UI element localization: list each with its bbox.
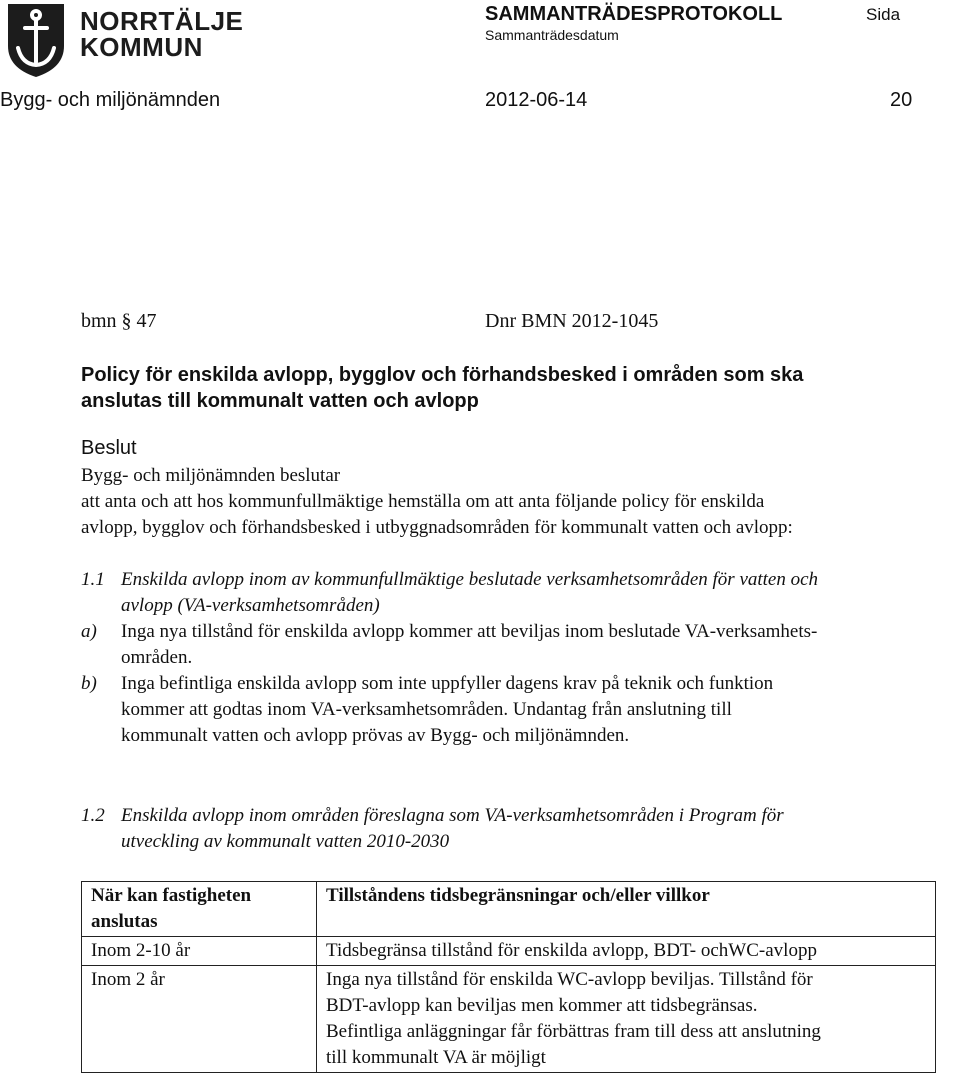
item-a-line: områden.: [121, 647, 193, 668]
municipality-logo: [4, 2, 244, 80]
table-header-cell: [82, 882, 317, 937]
decision-line: avlopp, bygglov och förhandsbesked i utbyggnadsområden för kommunalt vatten och avlopp:: [81, 517, 793, 538]
paragraph-reference: bmn § 47: [81, 310, 157, 332]
committee-name: Bygg- och miljönämnden: [0, 89, 221, 111]
table-row: [82, 937, 936, 966]
cell-text: Inom 2-10 år: [91, 940, 191, 961]
meeting-date: 2012-06-14: [485, 89, 588, 111]
meeting-date-label: Sammanträdesdatum: [485, 27, 619, 43]
table-cell: [317, 937, 936, 966]
cell-text: Inom 2 år: [91, 969, 165, 990]
case-number: Dnr BMN 2012-1045: [485, 310, 659, 332]
item-label-b: b): [81, 673, 97, 694]
item-label-a: a): [81, 621, 97, 642]
item-a-line: Inga nya tillstånd för enskilda avlopp kommer att beviljas inom beslutade VA-verksamhets-: [121, 621, 818, 642]
item-b-line: kommer att godtas inom VA-verksamhetsområden. Undantag från anslutning till: [121, 699, 732, 720]
header-text: När kan fastigheten: [91, 885, 252, 906]
page-title: [81, 362, 931, 414]
page-label: Sida: [866, 5, 901, 24]
page-number: 20: [890, 89, 913, 111]
cell-text: Befintliga anläggningar får förbättras fram till dess att anslutning: [326, 1021, 821, 1042]
item-b-line: kommunalt vatten och avlopp prövas av Bygg- och miljönämnden.: [121, 725, 630, 746]
table-header-row: [82, 882, 936, 937]
title-line: anslutas till kommunalt vatten och avlopp: [81, 390, 479, 412]
cell-text: till kommunalt VA är möjligt: [326, 1047, 546, 1068]
section-number: 1.2: [81, 805, 105, 826]
decision-heading: Beslut: [81, 437, 137, 459]
logo-text-line2: KOMMUN: [80, 32, 203, 62]
table-cell: [82, 966, 317, 1073]
section-heading-line: avlopp (VA-verksamhetsområden): [121, 595, 380, 616]
anchor-crest-icon: [4, 2, 68, 78]
section-1-1: [81, 567, 960, 749]
logo-text-line1: NORRTÄLJE: [80, 6, 244, 36]
table-cell: [317, 966, 936, 1073]
header-text: anslutas: [91, 911, 158, 932]
cell-text: Tidsbegränsa tillstånd för enskilda avlopp, BDT- ochWC-avlopp: [326, 940, 817, 961]
cell-text: BDT-avlopp kan beviljas men kommer att tidsbegränsas.: [326, 995, 758, 1016]
section-heading-line: Enskilda avlopp inom av kommunfullmäktige beslutade verksamhetsområden för vatten och: [121, 569, 819, 590]
cell-text: Inga nya tillstånd för enskilda WC-avlopp beviljas. Tillstånd för: [326, 969, 813, 990]
decision-text: [81, 463, 951, 541]
section-number: 1.1: [81, 569, 105, 590]
item-b-line: Inga befintliga enskilda avlopp som inte uppfyller dagens krav på teknik och funktion: [121, 673, 774, 694]
document-type: SAMMANTRÄDESPROTOKOLL: [485, 3, 783, 25]
section-heading-line: Enskilda avlopp inom områden föreslagna som VA-verksamhetsområden i Program för: [121, 805, 784, 826]
policy-table: [81, 881, 936, 1073]
table-row: [82, 966, 936, 1073]
title-line: Policy för enskilda avlopp, bygglov och förhandsbesked i områden som ska: [81, 364, 804, 386]
decision-line: att anta och att hos kommunfullmäktige hemställa om att anta följande policy för enskilda: [81, 491, 765, 512]
table-cell: [82, 937, 317, 966]
decision-line: Bygg- och miljönämnden beslutar: [81, 465, 341, 486]
section-1-2: [81, 803, 960, 855]
table-header-cell: [317, 882, 936, 937]
header-text: Tillståndens tidsbegränsningar och/eller villkor: [326, 885, 710, 906]
section-heading-line: utveckling av kommunalt vatten 2010-2030: [121, 831, 450, 852]
